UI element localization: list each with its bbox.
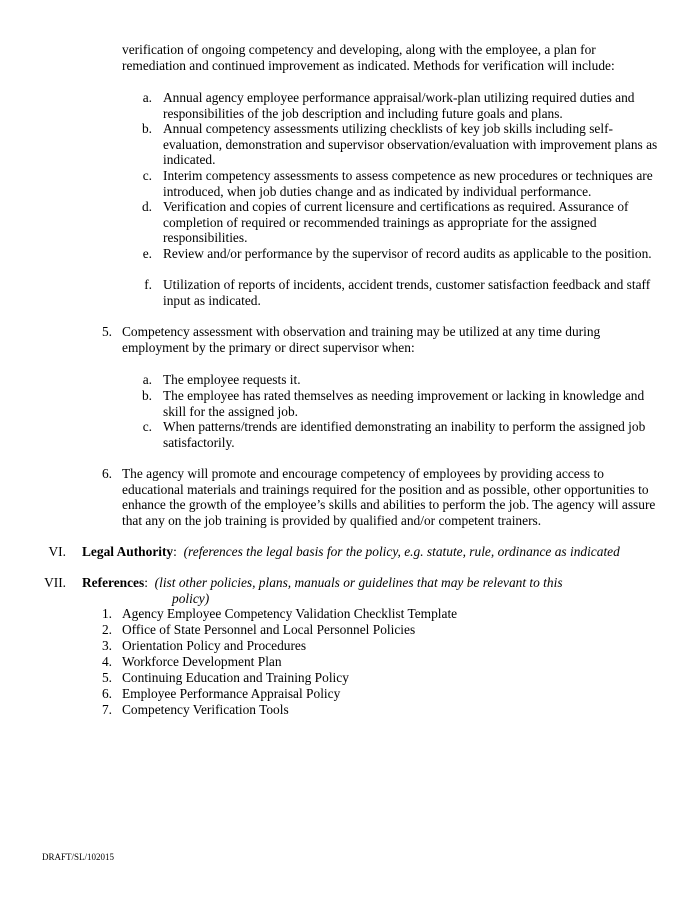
list-item-text: Annual competency assessments utilizing checklists of key job skills including self-evaluation, demonstration and supervisor observation/evaluation with improvement plans as indicated. xyxy=(163,121,658,168)
list-marker: f. xyxy=(144,277,152,292)
list-item-text: Utilization of reports of incidents, accident trends, customer satisfaction feedback and staff input as indicated. xyxy=(163,277,651,308)
list-marker: b. xyxy=(141,121,152,136)
section-note: (list other policies, plans, manuals or guidelines that may be relevant to this xyxy=(154,575,563,590)
list-marker: 6. xyxy=(101,466,112,481)
list-marker: 3. xyxy=(101,638,112,653)
list-item-text: Interim competency assessments to assess competence as new procedures or techniques are introduced, when job duties change and as indicated by individual performance. xyxy=(163,168,653,199)
section-title: References xyxy=(82,575,145,590)
list-marker: 2. xyxy=(101,622,112,637)
list-item-text: Competency assessment with observation and training may be utilized at any time during employment by the primary or direct supervisor when: xyxy=(122,324,601,355)
list-item-text: Continuing Education and Training Policy xyxy=(122,670,349,685)
list-marker: 5. xyxy=(101,670,112,685)
list-item-text: Agency Employee Competency Validation Checklist Template xyxy=(122,606,458,621)
list-item-text: The agency will promote and encourage competency of employees by providing access to educational materials and trainings required for the position and as possible, other opportunities to enhance the growth of the employee’s skills and abilities to perform the job. The agency will assure that any on the job training is provided by qualified and/or competent trainers. xyxy=(122,466,656,528)
list-marker: e. xyxy=(142,246,152,261)
list-marker: 5. xyxy=(101,324,112,339)
list-marker: c. xyxy=(142,168,152,183)
list-marker: 6. xyxy=(101,686,112,701)
list-marker: 7. xyxy=(101,702,112,717)
list-marker: b. xyxy=(141,388,152,403)
list-item-text: The employee has rated themselves as needing improvement or lacking in knowledge and skill for the assigned job. xyxy=(163,388,645,419)
section-note-continued: policy) xyxy=(172,591,210,606)
list-item-text: Verification and copies of current licensure and certifications as required. Assurance of completion of required or recommended trainings as appropriate for the assigned responsibilities. xyxy=(163,199,629,246)
list-item-text: Employee Performance Appraisal Policy xyxy=(122,686,341,701)
list-marker: 1. xyxy=(101,606,112,621)
section-note: (references the legal basis for the policy, e.g. statute, rule, ordinance as indicated xyxy=(183,544,620,559)
list-marker: 4. xyxy=(101,654,112,669)
section-heading-line xyxy=(82,575,563,591)
list-item-text: The employee requests it. xyxy=(163,372,301,387)
section-heading-line xyxy=(82,544,620,560)
list-marker: a. xyxy=(142,90,152,105)
list-item-text: When patterns/trends are identified demonstrating an inability to perform the assigned job satisfactorily. xyxy=(163,419,646,450)
intro-paragraph: verification of ongoing competency and developing, along with the employee, a plan for remediation and continued improvement as indicated. Methods for verification will include: xyxy=(122,42,615,73)
section-numeral: VII. xyxy=(44,575,66,590)
list-item-text: Annual agency employee performance appraisal/work-plan utilizing required duties and responsibilities of the job description and including future goals and plans. xyxy=(163,90,635,121)
section-colon: : xyxy=(173,544,177,559)
section-colon: : xyxy=(144,575,148,590)
list-item-text: Competency Verification Tools xyxy=(122,702,289,717)
list-marker: a. xyxy=(142,372,152,387)
list-marker: d. xyxy=(141,199,152,214)
list-item-text: Orientation Policy and Procedures xyxy=(122,638,307,653)
section-title: Legal Authority xyxy=(82,544,174,559)
footer-draft-code: DRAFT/SL/102015 xyxy=(42,852,115,862)
list-item-text: Workforce Development Plan xyxy=(122,654,282,669)
section-numeral: VI. xyxy=(48,544,66,559)
list-item-text: Review and/or performance by the supervisor of record audits as applicable to the position. xyxy=(163,246,652,261)
list-marker: c. xyxy=(142,419,152,434)
list-item-text: Office of State Personnel and Local Personnel Policies xyxy=(122,622,416,637)
